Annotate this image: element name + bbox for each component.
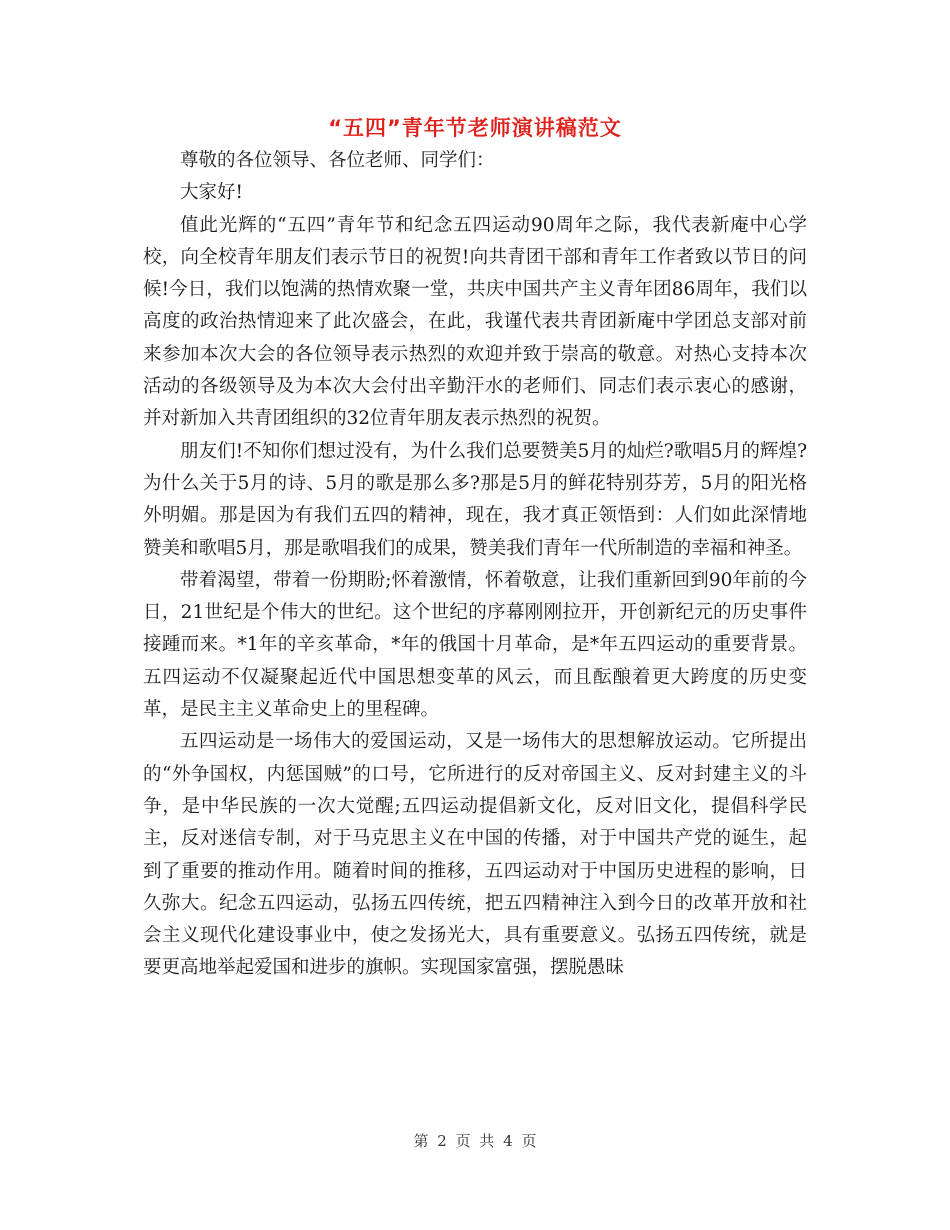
paragraph-3: 带着渴望，带着一份期盼;怀着激情，怀着敬意，让我们重新回到90年前的今日，21世纪是个伟大的世纪。这个世纪的序幕刚刚拉开，开创新纪元的历史事件接踵而来。*1年的辛亥革命，*年的俄国十月革命，是*年五四运动的重要背景。五四运动不仅凝聚起近代中国思想变革的风云，而且酝酿着更大跨度的历史变革，是民主主义革命史上的里程碑。 [143,569,807,721]
page-number-footer: 第 2 页 共 4 页 [413,1132,537,1150]
document-body [143,145,807,985]
greeting: 大家好! [180,182,243,204]
paragraph-4: 五四运动是一场伟大的爱国运动，又是一场伟大的思想解放运动。它所提出的“外争国权，内惩国贼”的口号，它所进行的反对帝国主义、反对封建主义的斗争，是中华民族的一次大觉醒;五四运动提倡新文化，反对旧文化，提倡科学民主，反对迷信专制，对于马克思主义在中国的传播，对于中国共产党的诞生，起到了重要的推动作用。随着时间的推移，五四运动对于中国历史进程的影响，日久弥大。纪念五四运动，弘扬五四传统，把五四精神注入到今日的改革开放和社会主义现代化建设事业中，使之发扬光大，具有重要意义。弘扬五四传统，就是要更高地举起爱国和进步的旗帜。实现国家富强，摆脱愚昧 [143,731,807,979]
paragraph-2: 朋友们!不知你们想过没有，为什么我们总要赞美5月的灿烂?歌唱5月的辉煌?为什么关于5月的诗、5月的歌是那么多?那是5月的鲜花特别芬芳，5月的阳光格外明媚。那是因为有我们五四的精神，现在，我才真正领悟到：人们如此深情地赞美和歌唱5月，那是歌唱我们的成果，赞美我们青年一代所制造的幸福和神圣。 [143,440,807,559]
document-title: “五四”青年节老师演讲稿范文 [328,116,622,140]
paragraph-1: 值此光辉的“五四”青年节和纪念五四运动90周年之际，我代表新庵中心学校，向全校青年朋友们表示节日的祝贺!向共青团干部和青年工作者致以节日的问候!今日，我们以饱满的热情欢聚一堂，共庆中国共产主义青年团86周年，我们以高度的政治热情迎来了此次盛会，在此，我谨代表共青团新庵中学团总支部对前来参加本次大会的各位领导表示热烈的欢迎并致于崇高的敬意。对热心支持本次活动的各级领导及为本次大会付出辛勤汗水的老师们、同志们表示衷心的感谢，并对新加入共青团组织的32位青年朋友表示热烈的祝贺。 [143,214,808,430]
salutation: 尊敬的各位领导、各位老师、同学们： [180,150,495,171]
